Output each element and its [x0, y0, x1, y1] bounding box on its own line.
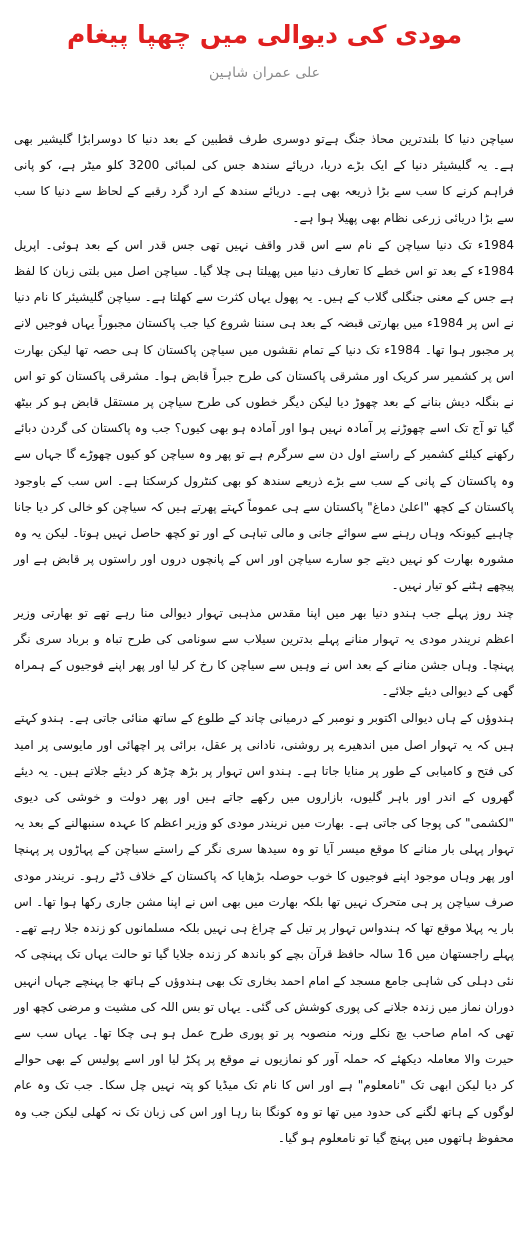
article-paragraph: چند روز پہلے جب ہندو دنیا بھر میں اپنا مقدس مذہبی تہوار دیوالی منا رہے تھے تو بھارتی وزیر اعظم نریندر مودی یہ تہوار منانے پہلے بدترین سیلاب سے سونامی کی طرح تباہ و برباد سری نگر پہنچا۔ وہاں جشن منانے کے بعد اس نے وہیں سے سیاچن کا رخ کر لیا اور پھر اپنے فوجیوں کے ہمراہ گھی کے دیوالی دیئے جلائے۔: [14, 605, 514, 699]
author-byline: علی عمران شاہین: [209, 65, 320, 81]
article-paragraph: سیاچن دنیا کا بلندترین محاذ جنگ ہےتو دوسری طرف قطبین کے بعد دنیا کا دوسرابڑا گلیشیر بھی ہے۔ یہ گلیشیئر دنیا کے ایک بڑے دریا، دریائے سندھ جس کی لمبائی 3200 کلو میٹر ہے، کو پانی فراہم کرنے کا سب سے بڑا ذریعہ بھی ہے۔ دریائے سندھ کے ارد گرد رقبے کے لحاظ سے دنیا کا سب سے بڑا دریائی زرعی نظام بھی پھیلا ہوا ہے۔: [14, 132, 514, 225]
article-paragraph: 1984ء تک دنیا سیاچن کے نام سے اس قدر واقف نہیں تھی جس قدر اس کے بعد ہوئی۔ اپریل 1984ء کے بعد تو اس خطے کا تعارف دنیا میں پھیلتا ہی چلا گیا۔ سیاچن اصل میں بلتی زبان کا لفظ ہے جس کے معنی جنگلی گلاب کے ہیں۔ یہ پھول یہاں کثرت سے کھلتا ہے۔ سیاچن گلیشیئر کا نام دنیا نے اس پر 1984ء میں بھارتی قبضہ کے بعد ہی سننا شروع کیا جب پاکستان مجبوراً یہاں فوجیں لانے پر مجبور ہوا تھا۔ 1984ء تک دنیا کے تمام نقشوں میں سیاچن پاکستان کا ہی حصہ تھا لیکن بھارت اس پر کشمیر سر کریک اور مشرقی پاکستان کی طرح جبراً قابض ہوا۔ مشرقی پاکستان کو تو اس نے بنگلہ دیش بنانے کے بعد چھوڑ دیا لیکن دیگر خطوں کی طرح سیاچن پر مستقل قابض ہو کر بیٹھ گیا تو آج تک اسے چھوڑنے پر آمادہ نہیں ہوا اور آمادہ ہو بھی کیوں؟ جب وہ پاکستان کی گردن دبائے رکھنے کیلئے کشمیر کے راستے اول دن سے سرگرم ہے تو پھر وہ سیاچن کو کیوں چھوڑے گا جہاں سے وہ پاکستان کے پانی کے سب سے بڑے ذریعے سندھ کو بھی کنٹرول کرسکتا ہے۔ اس سب کے باوجود پاکستان کے کچھ "اعلیٰ دماغ" پاکستان سے ہی عموماً کہتے پھرتے ہیں کہ سیاچن کو خالی کر دیا جانا چاہیے کیونکہ وہاں رہنے سے سوائے جانی و مالی تباہی کے اور تو کچھ حاصل نہیں ہوتا۔ لیکن یہ وہ مشورہ بھارت کو نہیں دیتے جو سارے سیاچن اور اس کے پانچوں دروں اور راستوں پر قابض ہے اور پیچھے ہٹنے کو تیار نہیں۔: [14, 237, 515, 593]
article-title: مودی کی دیوالی میں چھپا پیغام: [66, 20, 463, 49]
article-body: [14, 126, 514, 1152]
article-paragraph: ہندوؤں کے ہاں دیوالی اکتوبر و نومبر کے درمیانی چاند کے طلوع کے ساتھ منائی جاتی ہے۔ ہندو کہتے ہیں کہ یہ تہوار اصل میں اندھیرے پر روشنی، نادانی پر عقل، برائی پر اچھائی اور مایوسی پر امید کی فتح و کامیابی کے طور پر منایا جاتا ہے۔ ہندو اس تہوار پر بڑھ چڑھ کر دیئے جلاتے ہیں۔ یہ دیئے گھروں کے اندر اور باہر گلیوں، بازاروں میں رکھے جاتے ہیں اور پھر دولت و خوشی کی دیوی "لکشمی" کی پوجا کی جاتی ہے۔ بھارت میں نریندر مودی کو وزیر اعظم کا عہدہ سنبھالنے کے بعد یہ تہوار پہلی بار منانے کا موقع میسر آیا تو وہ سیدھا سری نگر کے راستے سیاچن کے پہاڑوں پر پہنچا اور پھر وہاں موجود اپنے فوجیوں کا خوب حوصلہ بڑھایا کہ پاکستان کے خلاف ڈٹے رہو۔ نریندر مودی صرف سیاچن پر ہی متحرک نہیں تھا بلکہ بھارت میں بھی اس نے اپنا مشن جاری رکھا ہوا تھا۔ اس بار یہ پہلا موقع تھا کہ ہندواس تہوار پر تیل کے چراغ ہی نہیں بلکہ مسلمانوں کو زندہ جلا رہے تھے۔ پہلے راجستھان میں 16 سالہ حافظ قرآن بچے کو باندھ کر زندہ جلایا گیا تو حالت یہاں تک پہنچی کہ نئی دہلی کی شاہی جامع مسجد کے امام احمد بخاری تک بھی ہندوؤں کے ہاتھ جا پہنچے جہاں انہیں دوران نماز میں زندہ جلانے کی پوری کوشش کی گئی۔ یہاں تو بس اللہ کی مشیت و مرضی کچھ اور تھی کہ امام صاحب بچ نکلے ورنہ منصوبہ پر تو پوری طرح عمل ہو ہی چکا تھا۔ یہاں سب سے حیرت والا معاملہ دیکھئے کہ حملہ آور کو نمازیوں نے موقع پر پکڑ لیا اور اسے پولیس کے بھی حوالے کر دیا لیکن ابھی تک "نامعلوم" ہے اور اس کا نام تک میڈیا کو پتہ نہیں چل سکا۔ جب تک وہ عام لوگوں کے ہاتھ لگنے کی حدود میں تھا تو وہ کونگا بنا رہا اور اس کی زبان تک نہ کھلی لیکن جب وہ محفوظ ہاتھوں میں پہنچ گیا تو نامعلوم ہو گیا۔: [14, 711, 515, 1145]
